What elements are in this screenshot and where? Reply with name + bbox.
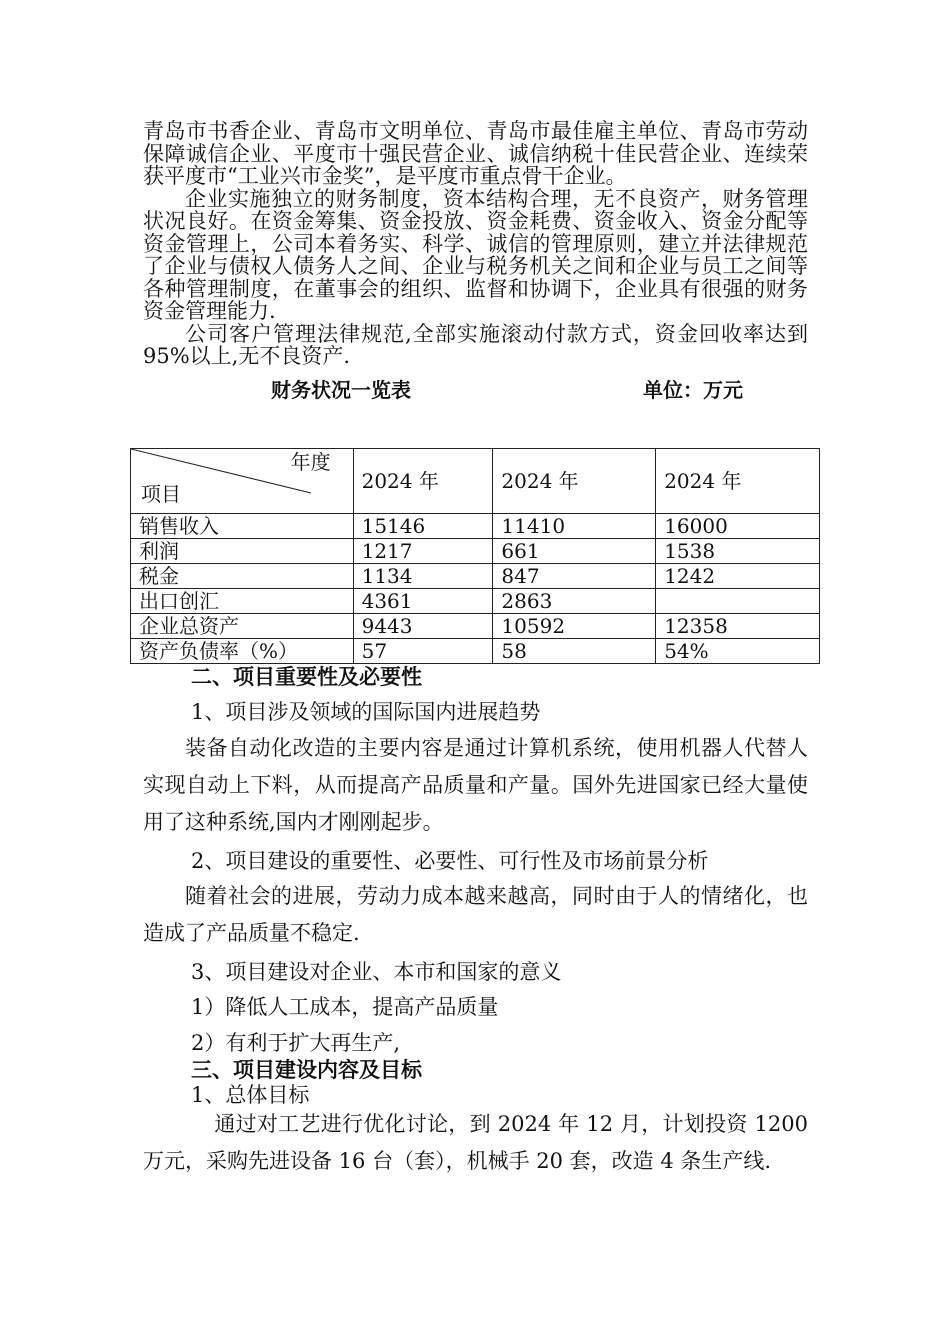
cell: 11410 (493, 514, 656, 539)
header-year-label: 年度 (290, 450, 331, 474)
row-label: 资产负债率（%） (131, 639, 354, 664)
paragraph-customers: 公司客户管理法律规范,全部实施滚动付款方式，资金回收率达到95%以上,无不良资产. (143, 321, 808, 368)
cell (656, 589, 820, 614)
section-importance (143, 664, 808, 1061)
cell: 16000 (656, 514, 820, 539)
row-label: 利润 (131, 539, 354, 564)
cell: 10592 (493, 614, 656, 639)
cell: 1242 (656, 564, 820, 589)
row-label: 销售收入 (131, 514, 354, 539)
table-title: 财务状况一览表 (271, 377, 411, 402)
cell: 1538 (656, 539, 820, 564)
section-content (143, 1056, 808, 1180)
table-row (131, 614, 820, 639)
cell: 12358 (656, 614, 820, 639)
section3-sub1: 1、总体目标 (191, 1083, 310, 1107)
table-row (131, 564, 820, 589)
header-year-1: 2024 年 (353, 449, 493, 514)
cell: 4361 (353, 589, 493, 614)
paragraph-finance: 企业实施独立的财务制度，资本结构合理，无不良资产，财务管理状况良好。在资金筹集、资金投放、资金耗费、资金收入、资金分配等资金管理上，公司本着务实、科学、诚信的管理原则，建立并法律规范了企业与债权人债务人之间、企业与税务机关之间和企业与员工之间等各种管理制度，在董事会的组织、监督和协调下，企业具有很强的财务资金管理能力. (143, 186, 808, 323)
cell: 58 (493, 639, 656, 664)
header-diagonal-cell (131, 449, 354, 514)
cell: 661 (493, 539, 656, 564)
section2-item2: 2）有利于扩大再生产, (191, 1031, 401, 1055)
header-item-label: 项目 (141, 482, 181, 506)
section3-p1: 通过对工艺进行优化讨论，到 2024 年 12 月，计划投资 1200 万元，采购先进设备 16 台（套），机械手 20 套，改造 4 条生产线. (143, 1112, 808, 1173)
table-row (131, 539, 820, 564)
table-row (131, 589, 820, 614)
header-year-2: 2024 年 (493, 449, 656, 514)
cell: 9443 (353, 614, 493, 639)
cell: 1134 (353, 564, 493, 589)
table-caption (143, 372, 808, 402)
document-page (143, 119, 808, 402)
header-year-3: 2024 年 (656, 449, 820, 514)
section2-sub2: 2、项目建设的重要性、必要性、可行性及市场前景分析 (191, 849, 709, 873)
section2-sub3: 3、项目建设对企业、本市和国家的意义 (191, 960, 562, 984)
row-label: 出口创汇 (131, 589, 354, 614)
paragraph-honors: 青岛市书香企业、青岛市文明单位、青岛市最佳雇主单位、青岛市劳动保障诚信企业、平度市十强民营企业、诚信纳税十佳民营企业、连续荣获平度市“工业兴市金奖”，是平度市重点骨干企业。 (143, 119, 808, 188)
section2-heading: 二、项目重要性及必要性 (191, 665, 422, 689)
cell: 2863 (493, 589, 656, 614)
table-unit: 单位：万元 (643, 377, 743, 402)
cell: 847 (493, 564, 656, 589)
cell: 57 (353, 639, 493, 664)
table-header-row (131, 449, 820, 514)
row-label: 税金 (131, 564, 354, 589)
cell: 54% (656, 639, 820, 664)
section2-sub1: 1、项目涉及领域的国际国内进展趋势 (191, 700, 541, 724)
section2-p1: 装备自动化改造的主要内容是通过计算机系统，使用机器人代替人实现自动上下料，从而提高产品质量和产量。国外先进国家已经大量使用了这种系统,国内才刚刚起步。 (143, 736, 808, 834)
cell: 1217 (353, 539, 493, 564)
table-row (131, 514, 820, 539)
row-label: 企业总资产 (131, 614, 354, 639)
finance-table (130, 448, 820, 664)
section2-p2: 随着社会的进展，劳动力成本越来越高，同时由于人的情绪化，也造成了产品质量不稳定. (143, 884, 808, 945)
section2-item1: 1）降低人工成本，提高产品质量 (191, 995, 499, 1019)
table-row (131, 639, 820, 664)
section3-heading: 三、项目建设内容及目标 (191, 1058, 422, 1082)
cell: 15146 (353, 514, 493, 539)
